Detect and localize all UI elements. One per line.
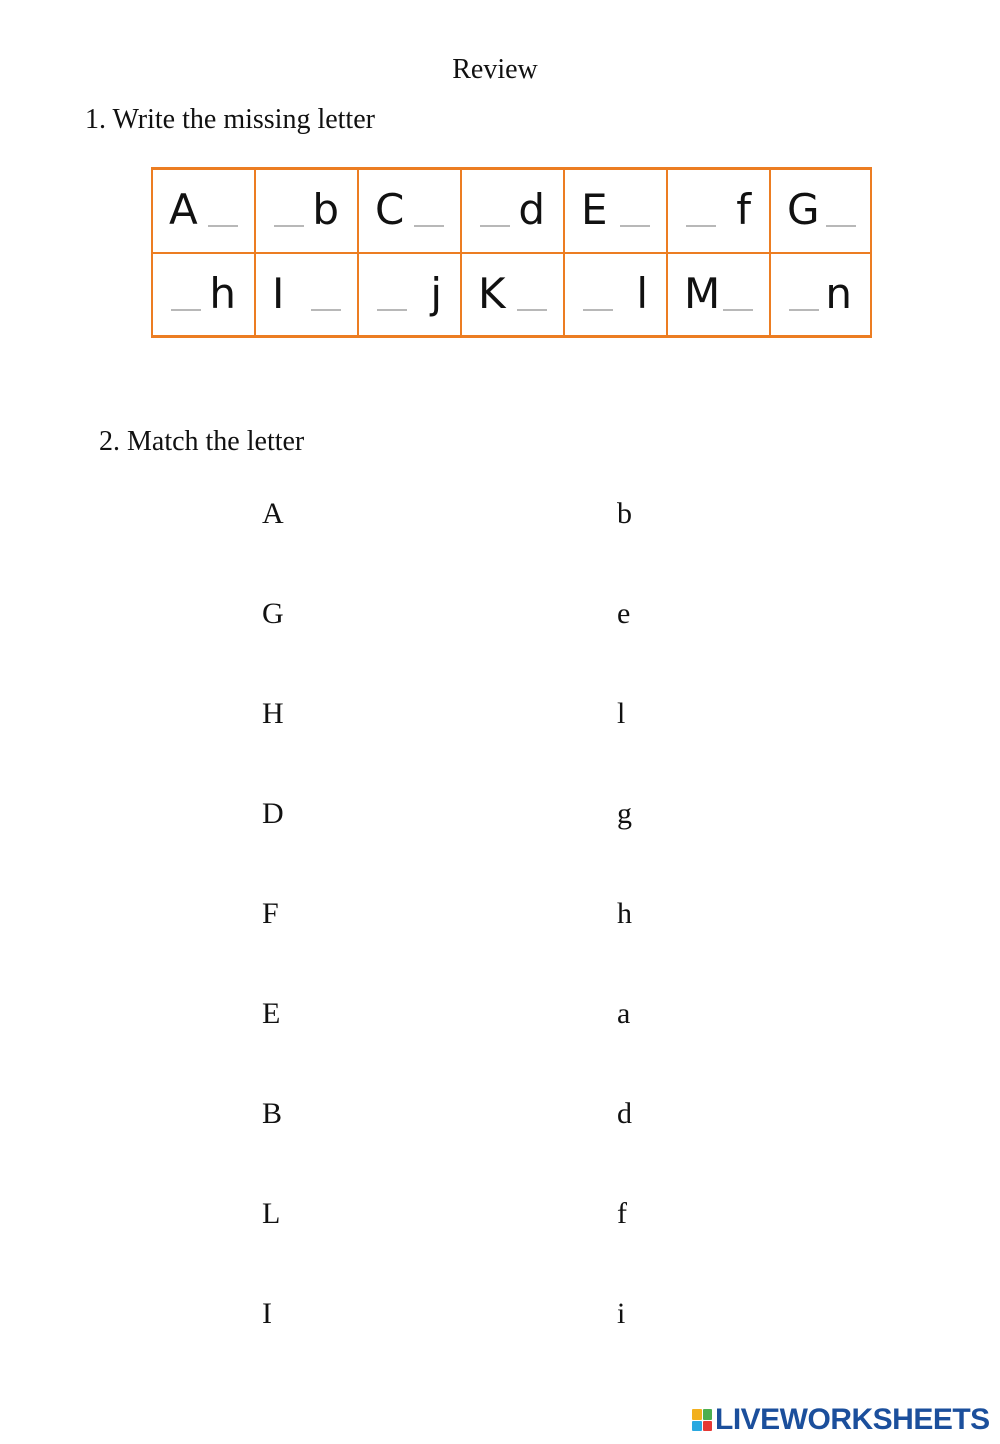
match-left-item[interactable]: E (262, 997, 281, 1030)
section1-heading: 1. Write the missing letter (85, 104, 375, 135)
letter-cell (357, 254, 460, 338)
cell-letter: G (787, 185, 820, 235)
missing-letter-blank[interactable] (414, 225, 444, 227)
letter-cell (460, 254, 563, 338)
letter-cell (563, 254, 666, 338)
cell-letter: h (209, 268, 236, 318)
match-right-item[interactable]: a (617, 997, 631, 1030)
match-left-item[interactable]: A (262, 497, 284, 530)
brand-text: LIVEWORKSHEETS (715, 1403, 990, 1436)
letter-cell (460, 170, 563, 254)
cell-letter: I (272, 268, 285, 318)
cell-letter: K (478, 268, 506, 318)
missing-letter-blank[interactable] (480, 225, 510, 227)
match-right-item[interactable]: l (617, 697, 626, 730)
match-right-item[interactable]: b (617, 497, 632, 530)
letter-cell (563, 170, 666, 254)
match-left-item[interactable]: D (262, 797, 284, 830)
missing-letter-blank[interactable] (826, 225, 856, 227)
cell-letter: n (825, 268, 852, 318)
letter-cell (666, 254, 769, 338)
cell-letter: f (736, 185, 751, 235)
match-right-item[interactable]: i (617, 1297, 626, 1330)
letter-cell (666, 170, 769, 254)
match-right-item[interactable]: d (617, 1097, 632, 1130)
missing-letter-blank[interactable] (517, 309, 547, 311)
letter-cell (357, 170, 460, 254)
page-title: Review (452, 54, 538, 85)
match-left-item[interactable]: L (262, 1197, 281, 1230)
missing-letter-blank[interactable] (723, 309, 753, 311)
match-left-item[interactable]: G (262, 597, 284, 630)
cell-letter: j (430, 268, 442, 318)
letter-cell (254, 170, 357, 254)
match-left-item[interactable]: H (262, 697, 284, 730)
match-left-item[interactable]: F (262, 897, 279, 930)
letter-cell (254, 254, 357, 338)
match-right-item[interactable]: g (617, 797, 632, 830)
cell-letter: M (684, 268, 721, 318)
missing-letter-blank[interactable] (311, 309, 341, 311)
cell-letter: E (581, 185, 608, 235)
brand-logo (692, 1404, 990, 1436)
liveworksheets-icon (692, 1409, 712, 1431)
section2-heading: 2. Match the letter (99, 426, 305, 457)
missing-letter-blank[interactable] (620, 225, 650, 227)
cell-letter: l (636, 268, 648, 318)
match-left-item[interactable]: B (262, 1097, 283, 1130)
missing-letter-blank[interactable] (789, 309, 819, 311)
missing-letter-blank[interactable] (171, 309, 201, 311)
match-right-item[interactable]: f (617, 1197, 627, 1230)
letter-cell (151, 254, 254, 338)
letter-cell (769, 170, 872, 254)
missing-letter-blank[interactable] (208, 225, 238, 227)
letter-cell (769, 254, 872, 338)
missing-letter-blank[interactable] (686, 225, 716, 227)
cell-letter: b (312, 185, 339, 235)
match-left-item[interactable]: I (262, 1297, 272, 1330)
match-right-item[interactable]: e (617, 597, 631, 630)
missing-letter-blank[interactable] (274, 225, 304, 227)
letter-cell (151, 170, 254, 254)
match-right-item[interactable]: h (617, 897, 632, 930)
missing-letter-blank[interactable] (583, 309, 613, 311)
cell-letter: C (375, 185, 405, 235)
cell-letter: A (169, 185, 198, 235)
missing-letter-blank[interactable] (377, 309, 407, 311)
missing-letter-grid (151, 167, 872, 337)
cell-letter: d (518, 185, 545, 235)
